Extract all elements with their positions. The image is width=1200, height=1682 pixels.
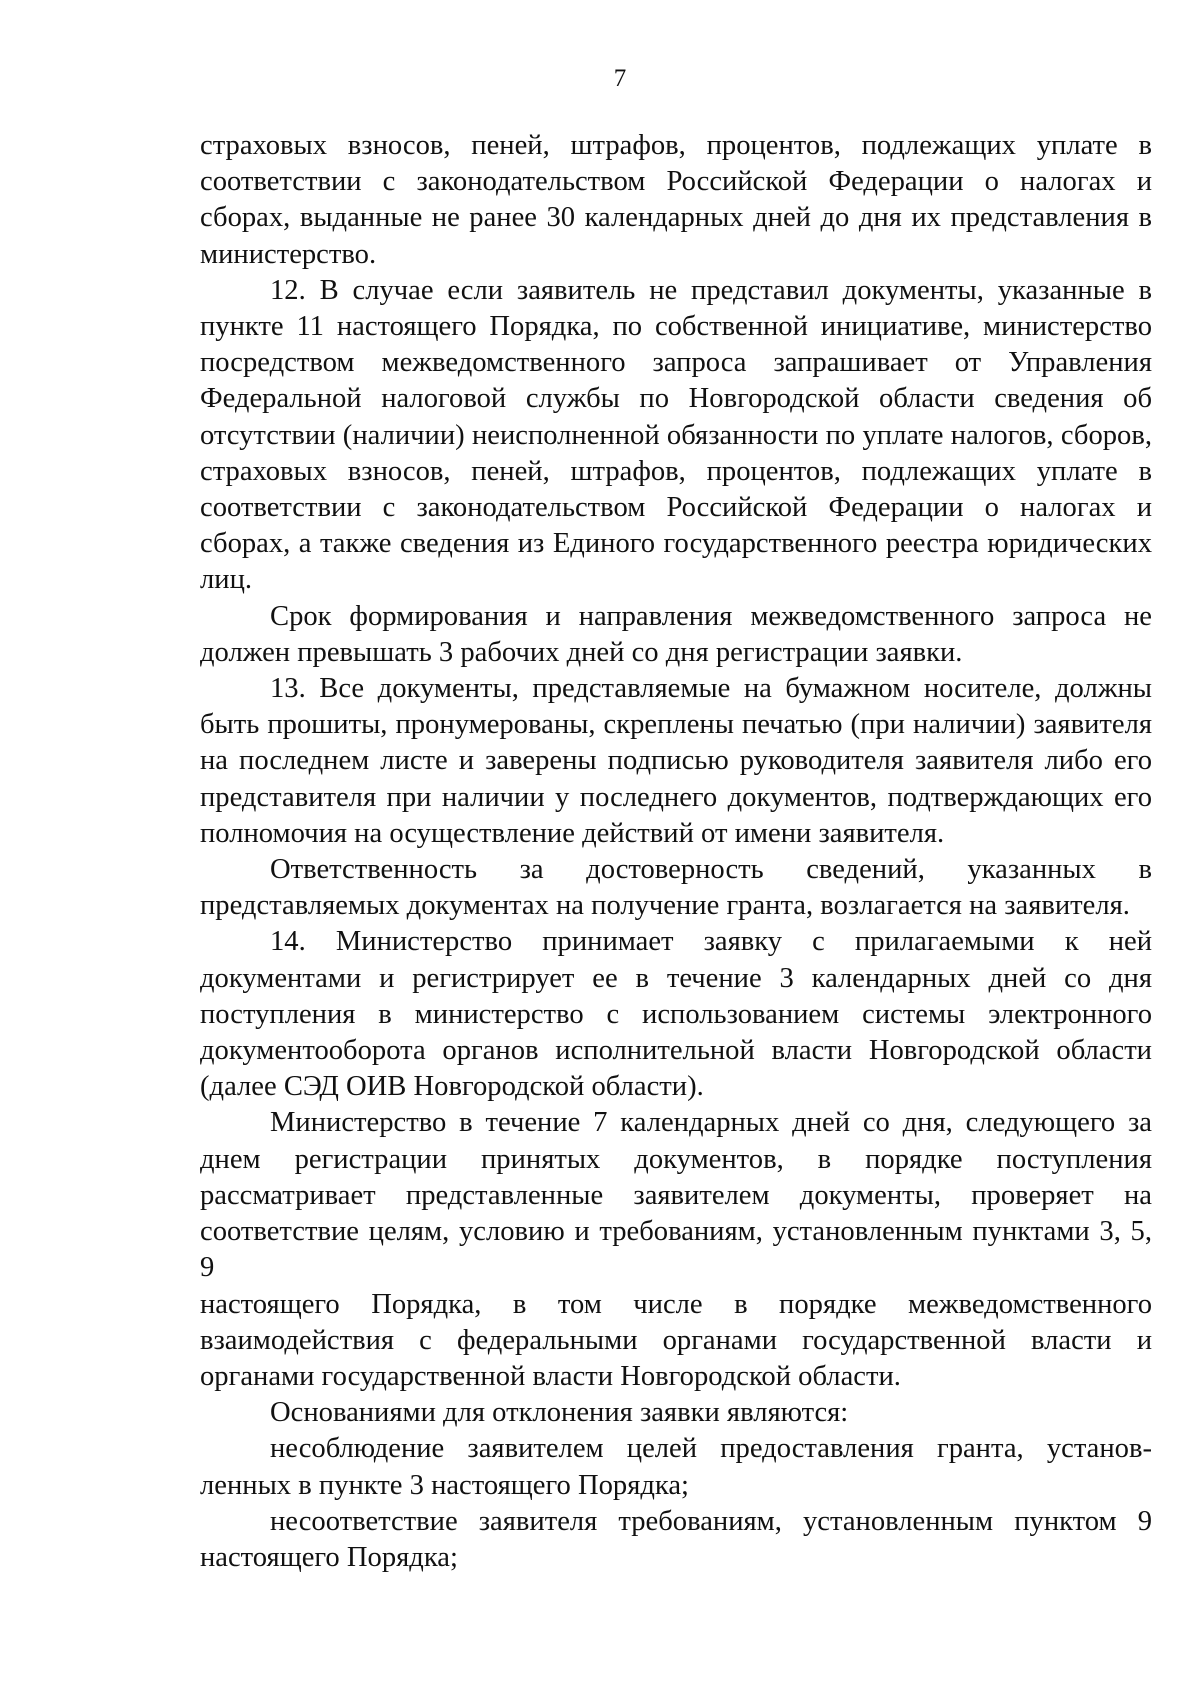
paragraph: страховых взносов, пеней, штрафов, процентов, подлежащих уплате в соответствии с законодательством Российской Федерации о налогах и сборах, выданные не ранее 30 календарных дней до дня их представления в министерство. [200, 130, 1152, 270]
paragraph: 14. Министерство принимает заявку с прилагаемыми к ней документами и регистрирует ее в течение 3 календарных дней со дня поступления в министерство с использованием системы электронного документооборота органов исполнительной власти Новгородской области (далее СЭД ОИВ Новгородской области). [200, 926, 1152, 1103]
paragraph: несоблюдение заявителем целей предоставления гранта, установ- ленных в пункте 3 настоящего Порядка; [200, 1433, 1152, 1501]
document-body [200, 128, 1152, 1576]
paragraph: 13. Все документы, представляемые на бумажном носителе, должны быть прошиты, пронумерованы, скреплены печатью (при наличии) заявителя на последнем листе и заверены подписью руководителя заявителя либо его представителя при наличии у последнего документов, подтверждающих его полномочия на осуществление действий от имени заявителя. [200, 673, 1152, 849]
page-number: 7 [613, 65, 627, 92]
paragraph: Основаниями для отклонения заявки являются: [270, 1397, 849, 1429]
paragraph: Ответственность за достоверность сведений, указанных в представляемых документах на получение гранта, возлагается на заявителя. [200, 854, 1152, 922]
paragraph: Министерство в течение 7 календарных дней со дня, следующего за днем регистрации принятых документов, в порядке поступления рассматривает представленные заявителем документы, проверяет на соответствие целям, условию и требованиям, установленным пунктами 3, 5, 9 настоящего Порядка, в том числе в порядке межведомственного взаимодействия с федеральными органами государственной власти и органами государственной власти Новгородской области. [200, 1107, 1152, 1392]
paragraph: 12. В случае если заявитель не представил документы, указанные в пункте 11 настоящего Порядка, по собственной инициативе, министерство посредством межведомственного запроса запрашивает от Управления Федеральной налоговой службы по Новгородской области сведения об отсутствии (наличии) неисполненной обязанности по уплате налогов, сборов, страховых взносов, пеней, штрафов, процентов, подлежащих уплате в соответствии с законодательством Российской Федерации о налогах и сборах, а также сведения из Единого государственного реестра юридических лиц. [200, 274, 1152, 596]
paragraph: Срок формирования и направления межведомственного запроса не должен превышать 3 рабочих дней со дня регистрации заявки. [200, 600, 1152, 668]
paragraph: несоответствие заявителя требованиям, установленным пунктом 9 настоящего Порядка; [200, 1505, 1152, 1573]
